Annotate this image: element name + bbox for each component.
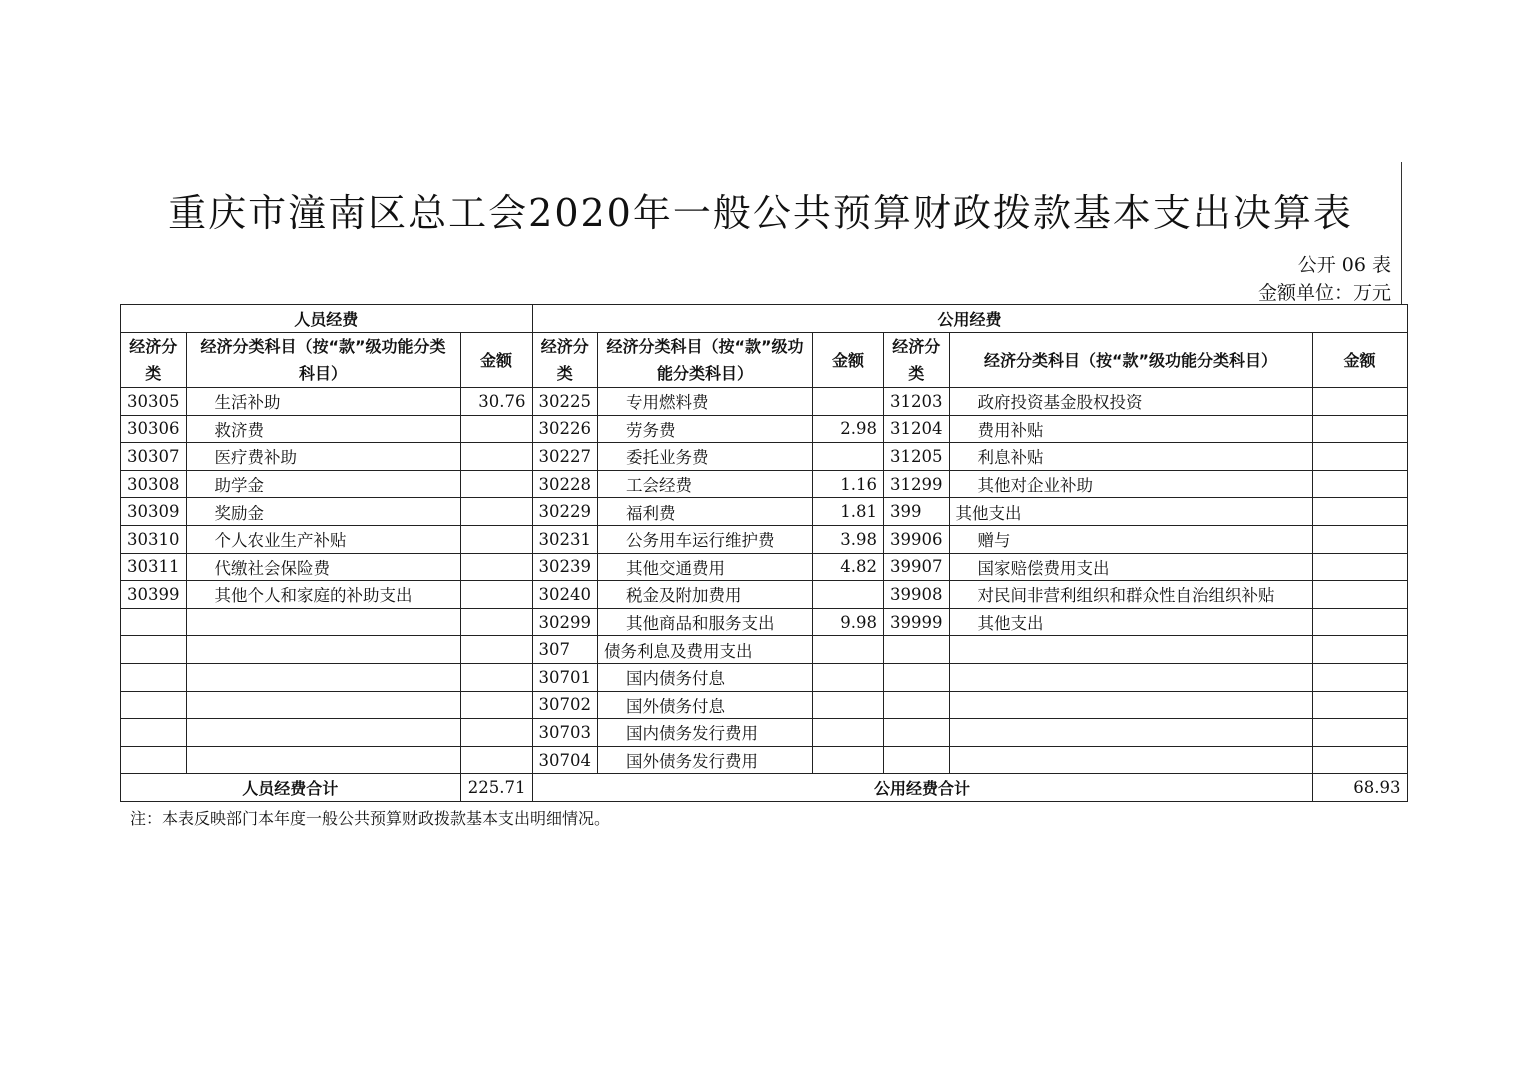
amount-cell xyxy=(460,636,532,664)
subject-cell xyxy=(949,719,1312,747)
totals-row xyxy=(121,774,1408,802)
subject-cell: 其他交通费用 xyxy=(598,553,813,581)
amount-cell: 1.16 xyxy=(813,470,884,498)
subject-cell: 救济费 xyxy=(186,415,460,443)
subject-cell: 个人农业生产补贴 xyxy=(186,525,460,553)
amount-cell xyxy=(813,691,884,719)
code-cell: 39908 xyxy=(884,581,950,609)
amount-cell xyxy=(813,746,884,774)
subject-cell: 赠与 xyxy=(949,525,1312,553)
code-cell xyxy=(121,663,187,691)
code-cell: 30399 xyxy=(121,581,187,609)
amount-cell xyxy=(460,608,532,636)
page-title: 重庆市潼南区总工会2020年一般公共预算财政拨款基本支出决算表 xyxy=(168,191,1353,235)
code-cell: 39906 xyxy=(884,525,950,553)
code-cell xyxy=(884,746,950,774)
amount-cell xyxy=(1312,691,1407,719)
table-row xyxy=(121,746,1408,774)
subject-cell: 政府投资基金股权投资 xyxy=(949,388,1312,416)
code-cell: 31204 xyxy=(884,415,950,443)
col-amount-2: 金额 xyxy=(813,333,884,388)
column-header-row xyxy=(121,333,1408,388)
amount-cell xyxy=(1312,663,1407,691)
amount-cell xyxy=(1312,581,1407,609)
public-total-value: 68.93 xyxy=(1312,774,1407,802)
table-row xyxy=(121,443,1408,471)
col-code-1: 经济分类 xyxy=(121,333,187,388)
amount-cell xyxy=(1312,553,1407,581)
table-row xyxy=(121,691,1408,719)
personnel-total-label: 人员经费合计 xyxy=(121,774,461,802)
col-subject-3: 经济分类科目（按“款”级功能分类科目） xyxy=(949,333,1312,388)
subject-cell: 国内债务发行费用 xyxy=(598,719,813,747)
subject-cell: 其他商品和服务支出 xyxy=(598,608,813,636)
subject-cell: 工会经费 xyxy=(598,470,813,498)
table-row xyxy=(121,415,1408,443)
code-cell xyxy=(121,636,187,664)
table-row xyxy=(121,470,1408,498)
col-code-3: 经济分类 xyxy=(884,333,950,388)
amount-cell xyxy=(1312,415,1407,443)
amount-cell: 4.82 xyxy=(813,553,884,581)
code-cell: 30239 xyxy=(532,553,598,581)
public-total-label: 公用经费合计 xyxy=(532,774,1312,802)
code-cell xyxy=(121,608,187,636)
amount-cell xyxy=(460,663,532,691)
subject-cell: 利息补贴 xyxy=(949,443,1312,471)
amount-unit: 金额单位：万元 xyxy=(1257,282,1391,304)
code-cell: 30309 xyxy=(121,498,187,526)
subject-cell: 医疗费补助 xyxy=(186,443,460,471)
col-subject-1: 经济分类科目（按“款”级功能分类科目） xyxy=(186,333,460,388)
subject-cell xyxy=(949,746,1312,774)
code-cell: 30310 xyxy=(121,525,187,553)
amount-cell xyxy=(1312,525,1407,553)
form-number: 公开 06 表 xyxy=(1297,254,1391,276)
personnel-section-header: 人员经费 xyxy=(121,305,533,333)
amount-cell xyxy=(1312,746,1407,774)
code-cell: 31205 xyxy=(884,443,950,471)
code-cell: 30227 xyxy=(532,443,598,471)
amount-cell xyxy=(460,498,532,526)
subject-cell: 助学金 xyxy=(186,470,460,498)
subject-cell: 国家赔偿费用支出 xyxy=(949,553,1312,581)
code-cell: 30225 xyxy=(532,388,598,416)
table-row xyxy=(121,388,1408,416)
amount-cell: 30.76 xyxy=(460,388,532,416)
subject-cell: 代缴社会保险费 xyxy=(186,553,460,581)
subject-cell: 生活补助 xyxy=(186,388,460,416)
code-cell xyxy=(884,636,950,664)
amount-cell xyxy=(813,443,884,471)
amount-cell xyxy=(813,581,884,609)
subject-cell: 其他支出 xyxy=(949,608,1312,636)
amount-cell xyxy=(1312,443,1407,471)
subject-cell: 国外债务发行费用 xyxy=(598,746,813,774)
amount-cell xyxy=(813,636,884,664)
table-row xyxy=(121,581,1408,609)
amount-cell xyxy=(460,525,532,553)
code-cell: 30299 xyxy=(532,608,598,636)
code-cell: 30240 xyxy=(532,581,598,609)
personnel-total-value: 225.71 xyxy=(460,774,532,802)
code-cell: 39999 xyxy=(884,608,950,636)
amount-cell: 9.98 xyxy=(813,608,884,636)
amount-cell xyxy=(460,746,532,774)
subject-cell: 其他个人和家庭的补助支出 xyxy=(186,581,460,609)
amount-cell: 1.81 xyxy=(813,498,884,526)
amount-cell xyxy=(460,415,532,443)
subject-cell: 福利费 xyxy=(598,498,813,526)
subject-cell xyxy=(949,636,1312,664)
code-cell: 30308 xyxy=(121,470,187,498)
amount-cell xyxy=(813,719,884,747)
code-cell xyxy=(884,719,950,747)
amount-cell xyxy=(1312,636,1407,664)
subject-cell xyxy=(186,636,460,664)
code-cell: 307 xyxy=(532,636,598,664)
code-cell: 30306 xyxy=(121,415,187,443)
subject-cell xyxy=(186,746,460,774)
table-row xyxy=(121,525,1408,553)
code-cell: 31299 xyxy=(884,470,950,498)
code-cell: 30311 xyxy=(121,553,187,581)
subject-cell: 劳务费 xyxy=(598,415,813,443)
amount-cell: 3.98 xyxy=(813,525,884,553)
code-cell: 31203 xyxy=(884,388,950,416)
code-cell: 30228 xyxy=(532,470,598,498)
code-cell: 30702 xyxy=(532,691,598,719)
amount-cell xyxy=(460,719,532,747)
code-cell: 30704 xyxy=(532,746,598,774)
amount-cell xyxy=(813,388,884,416)
table-row xyxy=(121,553,1408,581)
amount-cell xyxy=(1312,719,1407,747)
expenditure-table xyxy=(120,304,1408,802)
code-cell: 30229 xyxy=(532,498,598,526)
table-row xyxy=(121,498,1408,526)
subject-cell xyxy=(186,608,460,636)
subject-cell: 其他支出 xyxy=(949,498,1312,526)
subject-cell: 费用补贴 xyxy=(949,415,1312,443)
code-cell: 30701 xyxy=(532,663,598,691)
code-cell: 39907 xyxy=(884,553,950,581)
code-cell xyxy=(121,719,187,747)
table-row xyxy=(121,719,1408,747)
public-section-header: 公用经费 xyxy=(532,305,1407,333)
amount-cell: 2.98 xyxy=(813,415,884,443)
subject-cell: 公务用车运行维护费 xyxy=(598,525,813,553)
code-cell: 399 xyxy=(884,498,950,526)
table-row xyxy=(121,636,1408,664)
col-subject-2: 经济分类科目（按“款”级功能分类科目） xyxy=(598,333,813,388)
code-cell xyxy=(121,746,187,774)
table-row xyxy=(121,663,1408,691)
subject-cell: 其他对企业补助 xyxy=(949,470,1312,498)
footnote: 注：本表反映部门本年度一般公共预算财政拨款基本支出明细情况。 xyxy=(130,809,611,828)
code-cell: 30703 xyxy=(532,719,598,747)
code-cell: 30231 xyxy=(532,525,598,553)
amount-cell xyxy=(460,581,532,609)
amount-cell xyxy=(460,443,532,471)
code-cell: 30307 xyxy=(121,443,187,471)
col-code-2: 经济分类 xyxy=(532,333,598,388)
amount-cell xyxy=(1312,498,1407,526)
col-amount-1: 金额 xyxy=(460,333,532,388)
amount-cell xyxy=(1312,388,1407,416)
subject-cell: 对民间非营利组织和群众性自治组织补贴 xyxy=(949,581,1312,609)
subject-cell: 国内债务付息 xyxy=(598,663,813,691)
subject-cell xyxy=(949,691,1312,719)
subject-cell xyxy=(186,719,460,747)
subject-cell: 委托业务费 xyxy=(598,443,813,471)
amount-cell xyxy=(1312,608,1407,636)
code-cell xyxy=(884,663,950,691)
subject-cell: 奖励金 xyxy=(186,498,460,526)
col-amount-3: 金额 xyxy=(1312,333,1407,388)
code-cell xyxy=(884,691,950,719)
table-row xyxy=(121,608,1408,636)
amount-cell xyxy=(460,691,532,719)
subject-cell xyxy=(186,663,460,691)
code-cell: 30305 xyxy=(121,388,187,416)
subject-cell xyxy=(186,691,460,719)
amount-cell xyxy=(460,470,532,498)
code-cell xyxy=(121,691,187,719)
subject-cell xyxy=(949,663,1312,691)
code-cell: 30226 xyxy=(532,415,598,443)
subject-cell: 债务利息及费用支出 xyxy=(598,636,813,664)
subject-cell: 税金及附加费用 xyxy=(598,581,813,609)
amount-cell xyxy=(460,553,532,581)
section-header-row xyxy=(121,305,1408,333)
subject-cell: 国外债务付息 xyxy=(598,691,813,719)
amount-cell xyxy=(1312,470,1407,498)
subject-cell: 专用燃料费 xyxy=(598,388,813,416)
amount-cell xyxy=(813,663,884,691)
